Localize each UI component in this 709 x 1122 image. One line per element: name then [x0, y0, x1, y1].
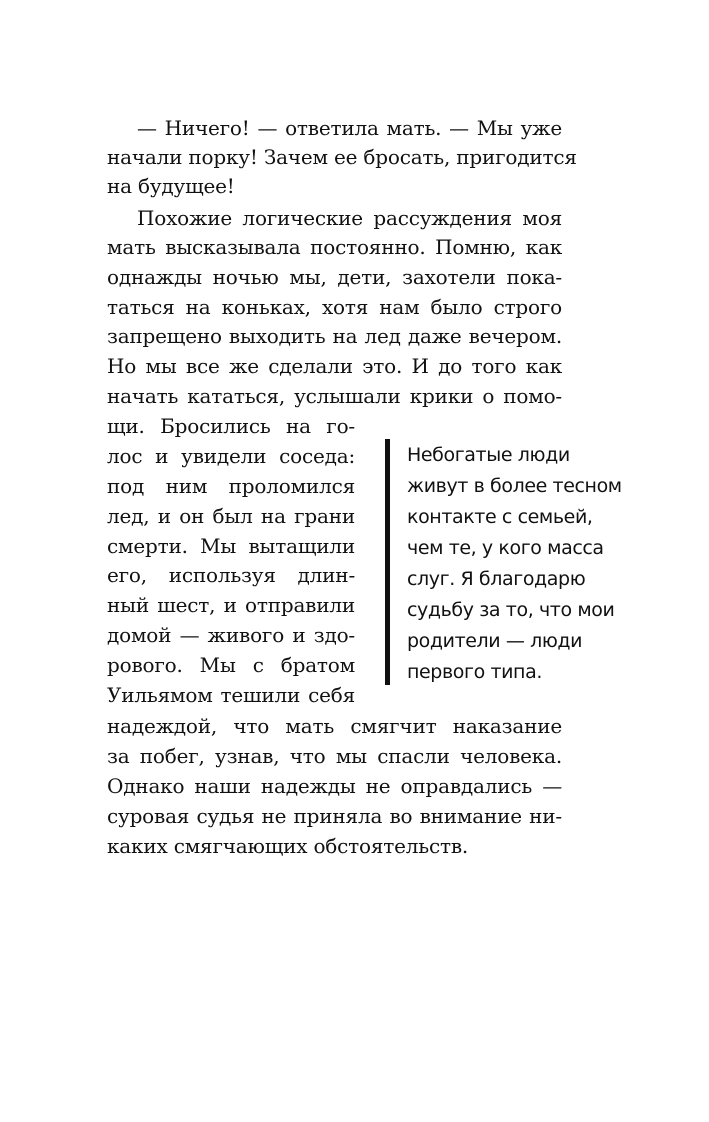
paragraph-1-line-3: на будущее!	[107, 174, 235, 198]
paragraph-2-line-20: Однако наши надежды не оправдались —	[107, 774, 562, 798]
quote-accent-bar	[385, 439, 390, 685]
paragraph-2-line-18: надеждой, что мать смягчит наказание	[107, 714, 562, 738]
sidebar-quote-line-1: Небогатые люди	[407, 444, 570, 466]
sidebar-quote-line-4: чем те, у кого масса	[407, 537, 604, 559]
paragraph-2-line-6: Но мы все же сделали это. И до того как	[107, 354, 562, 378]
paragraph-2-line-3: однажды ночью мы, дети, захотели пока-	[107, 265, 562, 289]
sidebar-quote-line-7: родители — люди	[407, 630, 583, 652]
paragraph-2-line-22: каких смягчающих обстоятельств.	[107, 834, 469, 858]
paragraph-2-line-17: Уильямом тешили себя	[107, 683, 355, 707]
paragraph-2-line-8: щи. Бросились на го-	[107, 414, 355, 438]
paragraph-2-line-21: суровая судья не приняла во внимание ни-	[107, 804, 562, 828]
paragraph-2-line-2: мать высказывала постоянно. Помню, как	[107, 235, 562, 259]
paragraph-2-line-10: под ним проломился	[107, 474, 355, 498]
paragraph-2-line-7: начать кататься, услышали крики о помо-	[107, 384, 562, 408]
paragraph-2-line-4: таться на коньках, хотя нам было строго	[107, 295, 562, 319]
sidebar-quote-line-3: контакте с семьей,	[407, 506, 593, 528]
paragraph-2-line-15: домой — живого и здо-	[107, 623, 355, 647]
paragraph-2-line-9: лос и увидели соседа:	[107, 444, 355, 468]
paragraph-2-line-12: смерти. Мы вытащили	[107, 534, 355, 558]
sidebar-quote-line-8: первого типа.	[407, 661, 542, 683]
sidebar-quote-line-6: судьбу за то, что мои	[407, 599, 615, 621]
sidebar-quote-line-2: живут в более тесном	[407, 475, 622, 497]
paragraph-2-line-11: лед, и он был на грани	[107, 504, 355, 528]
paragraph-2-line-13: его, используя длин-	[107, 563, 355, 587]
paragraph-1-line-2: начали порку! Зачем ее бросать, пригодится	[107, 145, 577, 169]
paragraph-2-line-16: рового. Мы с братом	[107, 653, 355, 677]
sidebar-quote-line-5: слуг. Я благодарю	[407, 568, 586, 590]
paragraph-2-line-19: за побег, узнав, что мы спасли человека.	[107, 744, 562, 768]
paragraph-2-line-1: Похожие логические рассуждения моя	[137, 206, 562, 230]
paragraph-2-line-14: ный шест, и отправили	[107, 593, 355, 617]
paragraph-2-line-5: запрещено выходить на лед даже вечером.	[107, 324, 562, 348]
paragraph-1-line-1: — Ничего! — ответила мать. — Мы уже	[137, 116, 562, 140]
